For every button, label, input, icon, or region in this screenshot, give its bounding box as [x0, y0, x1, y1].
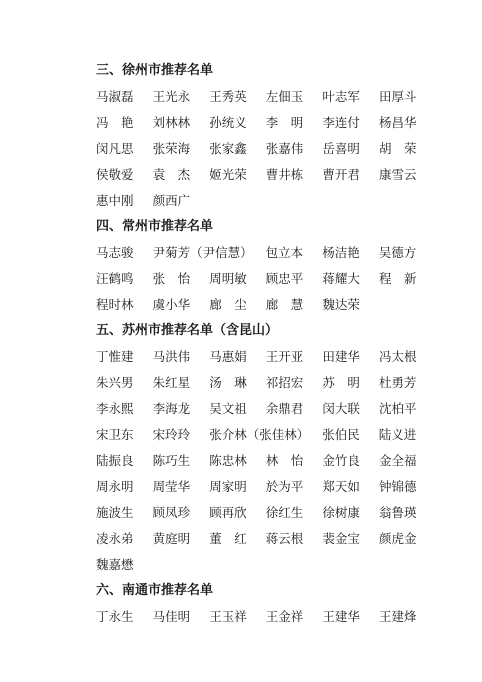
name-item: 马淑磊 [96, 89, 134, 104]
name-item: 苏 明 [322, 375, 360, 390]
name-item: 周明敏 [209, 271, 247, 286]
name-item: 魏达荣 [322, 297, 360, 312]
name-item: 王建华 [322, 609, 360, 624]
section-nantong [96, 578, 436, 630]
section-changzhou [96, 214, 436, 318]
name-item: 朱红星 [152, 375, 191, 390]
name-item: 黄庭明 [152, 531, 191, 546]
section-xuzhou [96, 58, 436, 214]
section-title: 五、苏州市推荐名单（含昆山） [96, 323, 279, 338]
name-item: 岳喜明 [322, 141, 360, 156]
name-item: 宋玲玲 [152, 427, 191, 442]
name-item: 蒋耀大 [322, 271, 360, 286]
section-title: 四、常州市推荐名单 [96, 219, 214, 234]
name-item: 王玉祥 [209, 609, 247, 624]
name-item: 徐红生 [265, 505, 304, 520]
section-title: 三、徐州市推荐名单 [96, 63, 214, 78]
name-item: 余鼎君 [265, 401, 304, 416]
name-list [96, 84, 436, 214]
name-item: 金全福 [378, 453, 417, 468]
name-item: 张介林（张佳林） [209, 427, 310, 442]
name-item: 顾再欣 [209, 505, 247, 520]
name-item: 马洪伟 [152, 349, 191, 364]
name-item: 张嘉伟 [265, 141, 304, 156]
name-item: 姬光荣 [209, 167, 247, 182]
name-item: 陈忠林 [209, 453, 247, 468]
name-item: 颜西广 [152, 193, 191, 208]
section-suzhou [96, 318, 436, 578]
name-item: 王建烽 [378, 609, 417, 624]
name-item: 王金祥 [265, 609, 304, 624]
name-item: 张家鑫 [209, 141, 247, 156]
name-item: 陆振良 [96, 453, 134, 468]
name-item: 裴金宝 [322, 531, 360, 546]
name-item: 沈柏平 [378, 401, 417, 416]
name-item: 张荣海 [152, 141, 191, 156]
name-item: 董 红 [209, 531, 247, 546]
name-list [96, 604, 436, 630]
name-item: 於为平 [265, 479, 304, 494]
name-item: 顾忠平 [265, 271, 304, 286]
name-item: 叶志军 [322, 89, 360, 104]
name-item: 程时林 [96, 297, 134, 312]
name-item: 宋卫东 [96, 427, 134, 442]
name-item: 陆义进 [378, 427, 417, 442]
name-item: 胡 荣 [378, 141, 417, 156]
name-item: 王光永 [152, 89, 191, 104]
name-item: 虞小华 [152, 297, 191, 312]
name-item: 田建华 [322, 349, 360, 364]
name-item: 李连付 [322, 115, 360, 130]
name-item: 杜勇芳 [378, 375, 417, 390]
name-list [96, 344, 436, 578]
name-item: 颜虎金 [378, 531, 417, 546]
name-item: 魏嘉懋 [96, 557, 134, 572]
name-item: 张伯民 [322, 427, 360, 442]
name-list [96, 240, 436, 318]
name-item: 林 怡 [265, 453, 304, 468]
name-item: 左佃玉 [265, 89, 304, 104]
name-item: 李永熙 [96, 401, 134, 416]
name-item: 廊 慧 [265, 297, 304, 312]
name-item: 程 新 [378, 271, 417, 286]
name-item: 陈巧生 [152, 453, 191, 468]
name-item: 汤 琳 [209, 375, 247, 390]
name-item: 马惠娟 [209, 349, 247, 364]
name-item: 李海龙 [152, 401, 191, 416]
document-page [96, 58, 436, 630]
name-item: 闵凡思 [96, 141, 134, 156]
name-item: 袁 杰 [152, 167, 191, 182]
name-item: 汪鹤鸣 [96, 271, 134, 286]
name-item: 曹井栋 [265, 167, 304, 182]
name-item: 李 明 [265, 115, 304, 130]
name-item: 康雪云 [378, 167, 417, 182]
name-item: 尹菊芳（尹信慧） [152, 245, 253, 260]
name-item: 祁招宏 [265, 375, 304, 390]
name-item: 闵大联 [322, 401, 360, 416]
name-item: 丁永生 [96, 609, 134, 624]
name-item: 杨昌华 [378, 115, 417, 130]
name-item: 杨洁艳 [322, 245, 360, 260]
name-item: 周莹华 [152, 479, 191, 494]
name-item: 曹开君 [322, 167, 360, 182]
name-item: 廊 尘 [209, 297, 247, 312]
name-item: 张 怡 [152, 271, 191, 286]
name-item: 顾凤珍 [152, 505, 191, 520]
name-item: 侯敬爱 [96, 167, 134, 182]
name-item: 王秀英 [209, 89, 247, 104]
name-item: 周永明 [96, 479, 134, 494]
name-item: 包立本 [265, 245, 304, 260]
name-item: 翁鲁瑛 [378, 505, 417, 520]
name-item: 王开亚 [265, 349, 304, 364]
name-item: 孙统义 [209, 115, 247, 130]
name-item: 马志骏 [96, 245, 134, 260]
name-item: 郑天如 [322, 479, 360, 494]
name-item: 徐树康 [322, 505, 360, 520]
name-item: 吴德方 [378, 245, 417, 260]
name-item: 丁惟建 [96, 349, 134, 364]
name-item: 刘林林 [152, 115, 191, 130]
name-item: 凌永弟 [96, 531, 134, 546]
name-item: 吴文祖 [209, 401, 247, 416]
name-item: 马佳明 [152, 609, 191, 624]
name-item: 蒋云根 [265, 531, 304, 546]
name-item: 冯太根 [378, 349, 417, 364]
name-item: 钟锦德 [378, 479, 417, 494]
name-item: 金竹良 [322, 453, 360, 468]
name-item: 周家明 [209, 479, 247, 494]
name-item: 田厚斗 [378, 89, 417, 104]
name-item: 朱兴男 [96, 375, 134, 390]
name-item: 冯 艳 [96, 115, 134, 130]
section-title: 六、南通市推荐名单 [96, 583, 214, 598]
name-item: 惠中刚 [96, 193, 134, 208]
name-item: 施波生 [96, 505, 134, 520]
